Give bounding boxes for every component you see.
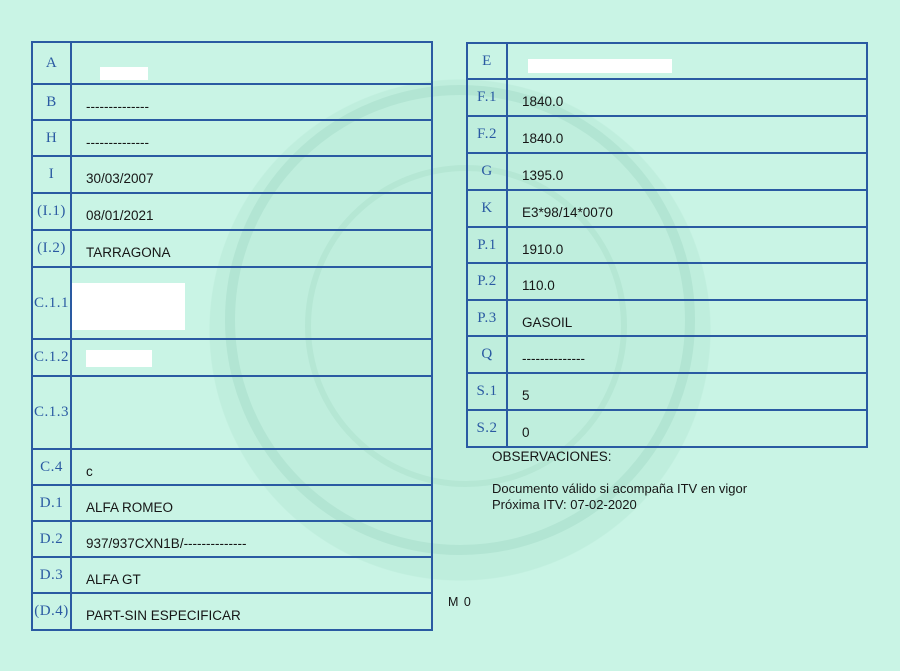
field-code: F.2 [467, 116, 507, 153]
left-row [32, 593, 432, 630]
left-field-table [31, 41, 433, 631]
field-value-cell [71, 156, 432, 193]
field-value-cell [507, 79, 867, 116]
field-value-cell [507, 153, 867, 190]
field-code: C.1.3 [32, 376, 71, 449]
redacted-field [71, 267, 432, 339]
field-value: ALFA ROMEO [86, 499, 174, 515]
field-value-cell [71, 557, 432, 593]
right-row [467, 373, 867, 410]
field-value: 1395.0 [522, 168, 564, 183]
field-value: -------------- [522, 351, 585, 366]
field-code: K [467, 190, 507, 227]
observaciones-line-2: Próxima ITV: 07-02-2020 [492, 497, 637, 512]
field-value: 5 [522, 388, 530, 403]
field-value-cell [507, 263, 867, 300]
field-code: H [32, 120, 71, 156]
observaciones-line-1: Documento válido si acompaña ITV en vigor [492, 481, 748, 496]
field-value-cell [71, 230, 432, 267]
field-code: E [467, 43, 507, 79]
field-value: -------------- [86, 98, 149, 114]
field-code: C.1.1 [32, 267, 71, 339]
right-row [467, 153, 867, 190]
redaction-block [528, 59, 672, 73]
field-value: 30/03/2007 [86, 171, 154, 186]
field-code: F.1 [467, 79, 507, 116]
right-field-table [466, 42, 868, 448]
left-row [32, 485, 432, 521]
right-row [467, 190, 867, 227]
field-value: 0 [522, 425, 530, 440]
field-value-cell [71, 376, 432, 449]
field-value-cell [71, 120, 432, 156]
field-value-cell [507, 410, 867, 447]
field-value: E3*98/14*0070 [522, 205, 613, 220]
redacted-field [507, 43, 867, 79]
right-row [467, 263, 867, 300]
left-row [32, 521, 432, 557]
field-code: A [32, 42, 71, 84]
field-value-cell [507, 373, 867, 410]
left-row [32, 557, 432, 593]
field-code: G [467, 153, 507, 190]
field-value: PART-SIN ESPECIFICAR [86, 608, 241, 623]
left-row [32, 42, 432, 84]
field-value-cell [507, 116, 867, 153]
field-value: 1840.0 [522, 94, 564, 109]
field-value-cell [71, 521, 432, 557]
field-value-cell [71, 593, 432, 630]
field-code: C.4 [32, 449, 71, 485]
field-code: B [32, 84, 71, 120]
right-row [467, 227, 867, 263]
left-row [32, 120, 432, 156]
field-code: (D.4) [32, 593, 71, 630]
field-code: (I.1) [32, 193, 71, 230]
field-code: D.2 [32, 521, 71, 557]
field-value: -------------- [86, 134, 149, 150]
field-value: TARRAGONA [86, 245, 171, 260]
field-value: 1910.0 [522, 241, 564, 257]
right-row [467, 43, 867, 79]
field-code: D.3 [32, 557, 71, 593]
field-code: S.1 [467, 373, 507, 410]
field-value: GASOIL [522, 314, 573, 330]
field-code: D.1 [32, 485, 71, 521]
left-row [32, 339, 432, 376]
left-row [32, 376, 432, 449]
field-value: c [86, 463, 93, 479]
observaciones-heading: OBSERVACIONES: [492, 449, 612, 464]
redacted-field [71, 339, 432, 376]
redaction-block [72, 283, 185, 330]
field-value: 08/01/2021 [86, 208, 154, 223]
field-value: 1840.0 [522, 131, 564, 146]
field-value: 937/937CXN1B/-------------- [86, 535, 247, 551]
redaction-block [100, 67, 148, 80]
mark-m0: M 0 [448, 595, 472, 609]
field-code: (I.2) [32, 230, 71, 267]
field-value-cell [507, 190, 867, 227]
field-code: I [32, 156, 71, 193]
left-row [32, 156, 432, 193]
field-code: P.1 [467, 227, 507, 263]
redacted-field [71, 42, 432, 84]
field-value-cell [71, 485, 432, 521]
field-code: C.1.2 [32, 339, 71, 376]
redaction-block [86, 350, 152, 367]
field-value: ALFA GT [86, 571, 141, 587]
field-value-cell [71, 193, 432, 230]
field-value-cell [507, 300, 867, 336]
right-row [467, 300, 867, 336]
field-value-cell [71, 449, 432, 485]
field-value-cell [507, 227, 867, 263]
left-row [32, 84, 432, 120]
right-row [467, 410, 867, 447]
field-code: Q [467, 336, 507, 373]
left-row [32, 449, 432, 485]
field-value-cell [507, 336, 867, 373]
left-row [32, 230, 432, 267]
field-code: P.2 [467, 263, 507, 300]
right-row [467, 116, 867, 153]
right-row [467, 336, 867, 373]
field-value: 110.0 [522, 278, 555, 293]
left-row [32, 193, 432, 230]
field-code: S.2 [467, 410, 507, 447]
field-code: P.3 [467, 300, 507, 336]
field-value-cell [71, 84, 432, 120]
left-row [32, 267, 432, 339]
right-row [467, 79, 867, 116]
